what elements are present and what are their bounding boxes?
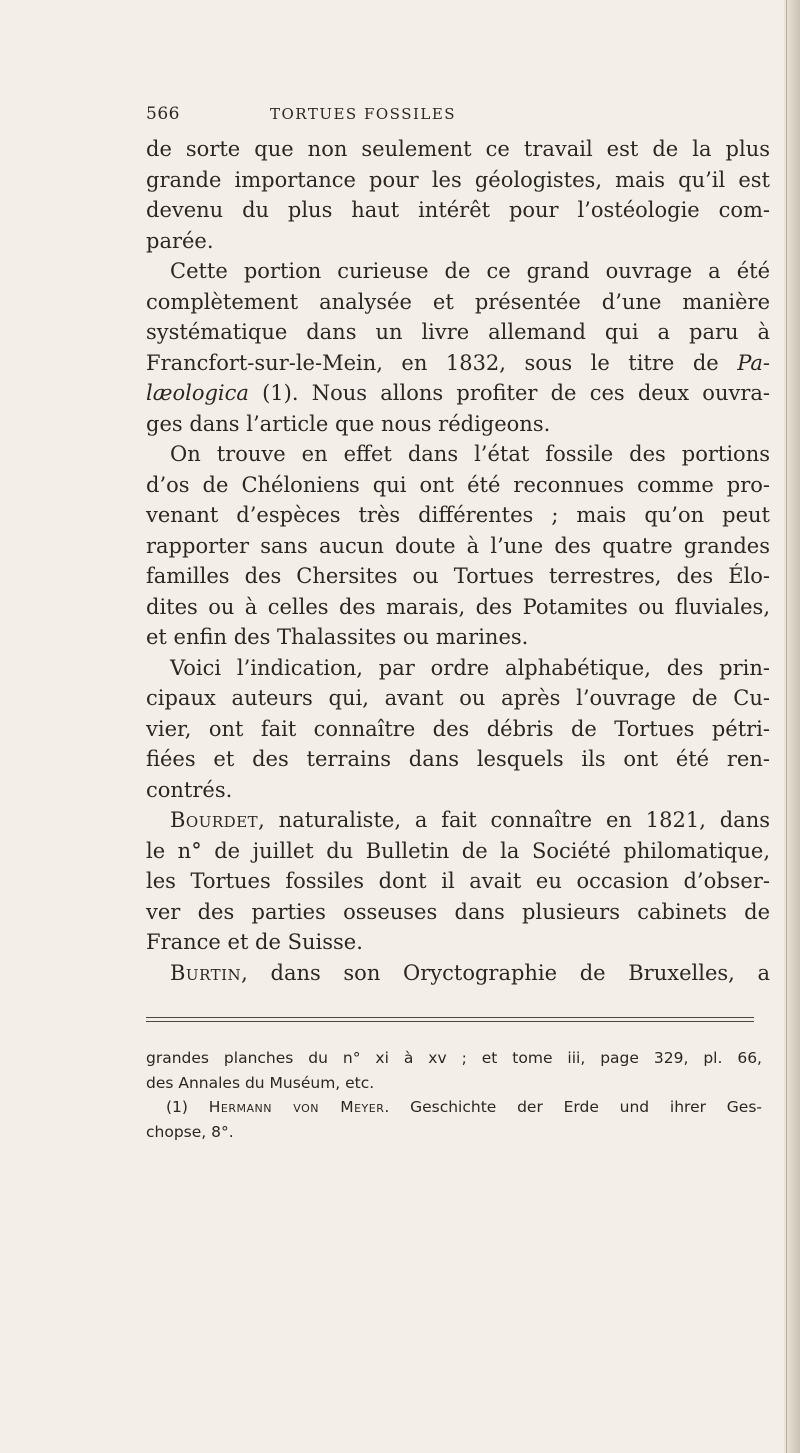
page-edge: [784, 0, 800, 1453]
text-line: grande importance pour les géologistes, mais qu’il est: [146, 167, 770, 192]
running-title: TORTUES FOSSILES: [270, 105, 457, 123]
text-line: [146, 958, 770, 989]
text-line: ver des parties osseuses dans plusieurs cabinets de: [146, 899, 770, 924]
footnote-segment: . Geschichte der Erde und ihrer Ges-: [384, 1098, 762, 1116]
text-line: dites ou à celles des marais, des Potamites ou fluviales,: [146, 594, 770, 619]
footnote-marker: (1): [166, 1098, 209, 1116]
text-line: les Tortues fossiles dont il avait eu occasion d’obser-: [146, 869, 770, 893]
text-line: le n° de juillet du Bulletin de la Société philomatique,: [146, 838, 770, 863]
footnote-line: des Annales du Muséum, etc.: [146, 1073, 375, 1092]
text-line: France et de Suisse.: [146, 930, 363, 954]
text-line: systématique dans un livre allemand qui a paru à: [146, 320, 770, 344]
text-line: cipaux auteurs qui, avant ou après l’ouvrage de Cu-: [146, 686, 770, 710]
text-line: familles des Chersites ou Tortues terrestres, des Élo-: [146, 564, 770, 588]
text-line: [146, 348, 770, 379]
text-line: ges dans l’article que nous rédigeons.: [146, 411, 551, 436]
text-line: de sorte que non seulement ce travail est de la plus: [146, 137, 770, 161]
text-segment: Francfort-sur-le-Mein, en 1832, sous le titre de: [146, 350, 738, 375]
text-line: On trouve en effet dans l’état fossile des portions: [170, 442, 770, 466]
text-line: Voici l’indication, par ordre alphabétique, des prin-: [170, 655, 770, 680]
footnotes: [146, 1046, 762, 1144]
text-line: vier, ont fait connaître des débris de Tortues pétri-: [146, 716, 770, 741]
footnote-author: Hermann von Meyer: [208, 1098, 385, 1116]
text-line: parée.: [146, 228, 214, 253]
text-line: rapporter sans aucun doute à l’une des quatre grandes: [146, 533, 770, 558]
text-segment: , dans son Oryctographie de Bruxelles, a: [241, 960, 770, 985]
author-name: Burtin: [170, 960, 242, 985]
book-title-rest: læologica: [146, 381, 249, 405]
text-line: complètement analysée et présentée d’une manière: [146, 289, 770, 314]
text-line: et enfin des Thalassites ou marines.: [146, 625, 529, 649]
text-line: [146, 805, 770, 836]
footnote-rule: [146, 1017, 754, 1022]
book-title-part: Pa-: [737, 350, 770, 375]
footnote-line: [146, 1095, 762, 1120]
body-text: [146, 134, 770, 988]
text-line: contrés.: [146, 777, 233, 802]
page-number: 566: [146, 104, 180, 124]
text-line: [146, 378, 770, 409]
author-name: Bourdet: [170, 808, 259, 832]
text-line: d’os de Chéloniens qui ont été reconnues comme pro-: [146, 472, 770, 497]
text-segment: (1). Nous allons profiter de ces deux ouvra-: [248, 381, 770, 405]
footnote-line: grandes planches du n° xi à xv ; et tome iii, page 329, pl. 66,: [146, 1049, 762, 1067]
text-line: Cette portion curieuse de ce grand ouvrage a été: [170, 259, 770, 283]
text-line: venant d’espèces très différentes ; mais qu’on peut: [146, 503, 770, 527]
running-head: [146, 104, 766, 128]
text-segment: , naturaliste, a fait connaître en 1821, dans: [258, 808, 770, 832]
text-line: fiées et des terrains dans lesquels ils ont été ren-: [146, 747, 770, 771]
text-line: devenu du plus haut intérêt pour l’ostéologie com-: [146, 198, 770, 222]
footnote-line: chopse, 8°.: [146, 1122, 234, 1141]
